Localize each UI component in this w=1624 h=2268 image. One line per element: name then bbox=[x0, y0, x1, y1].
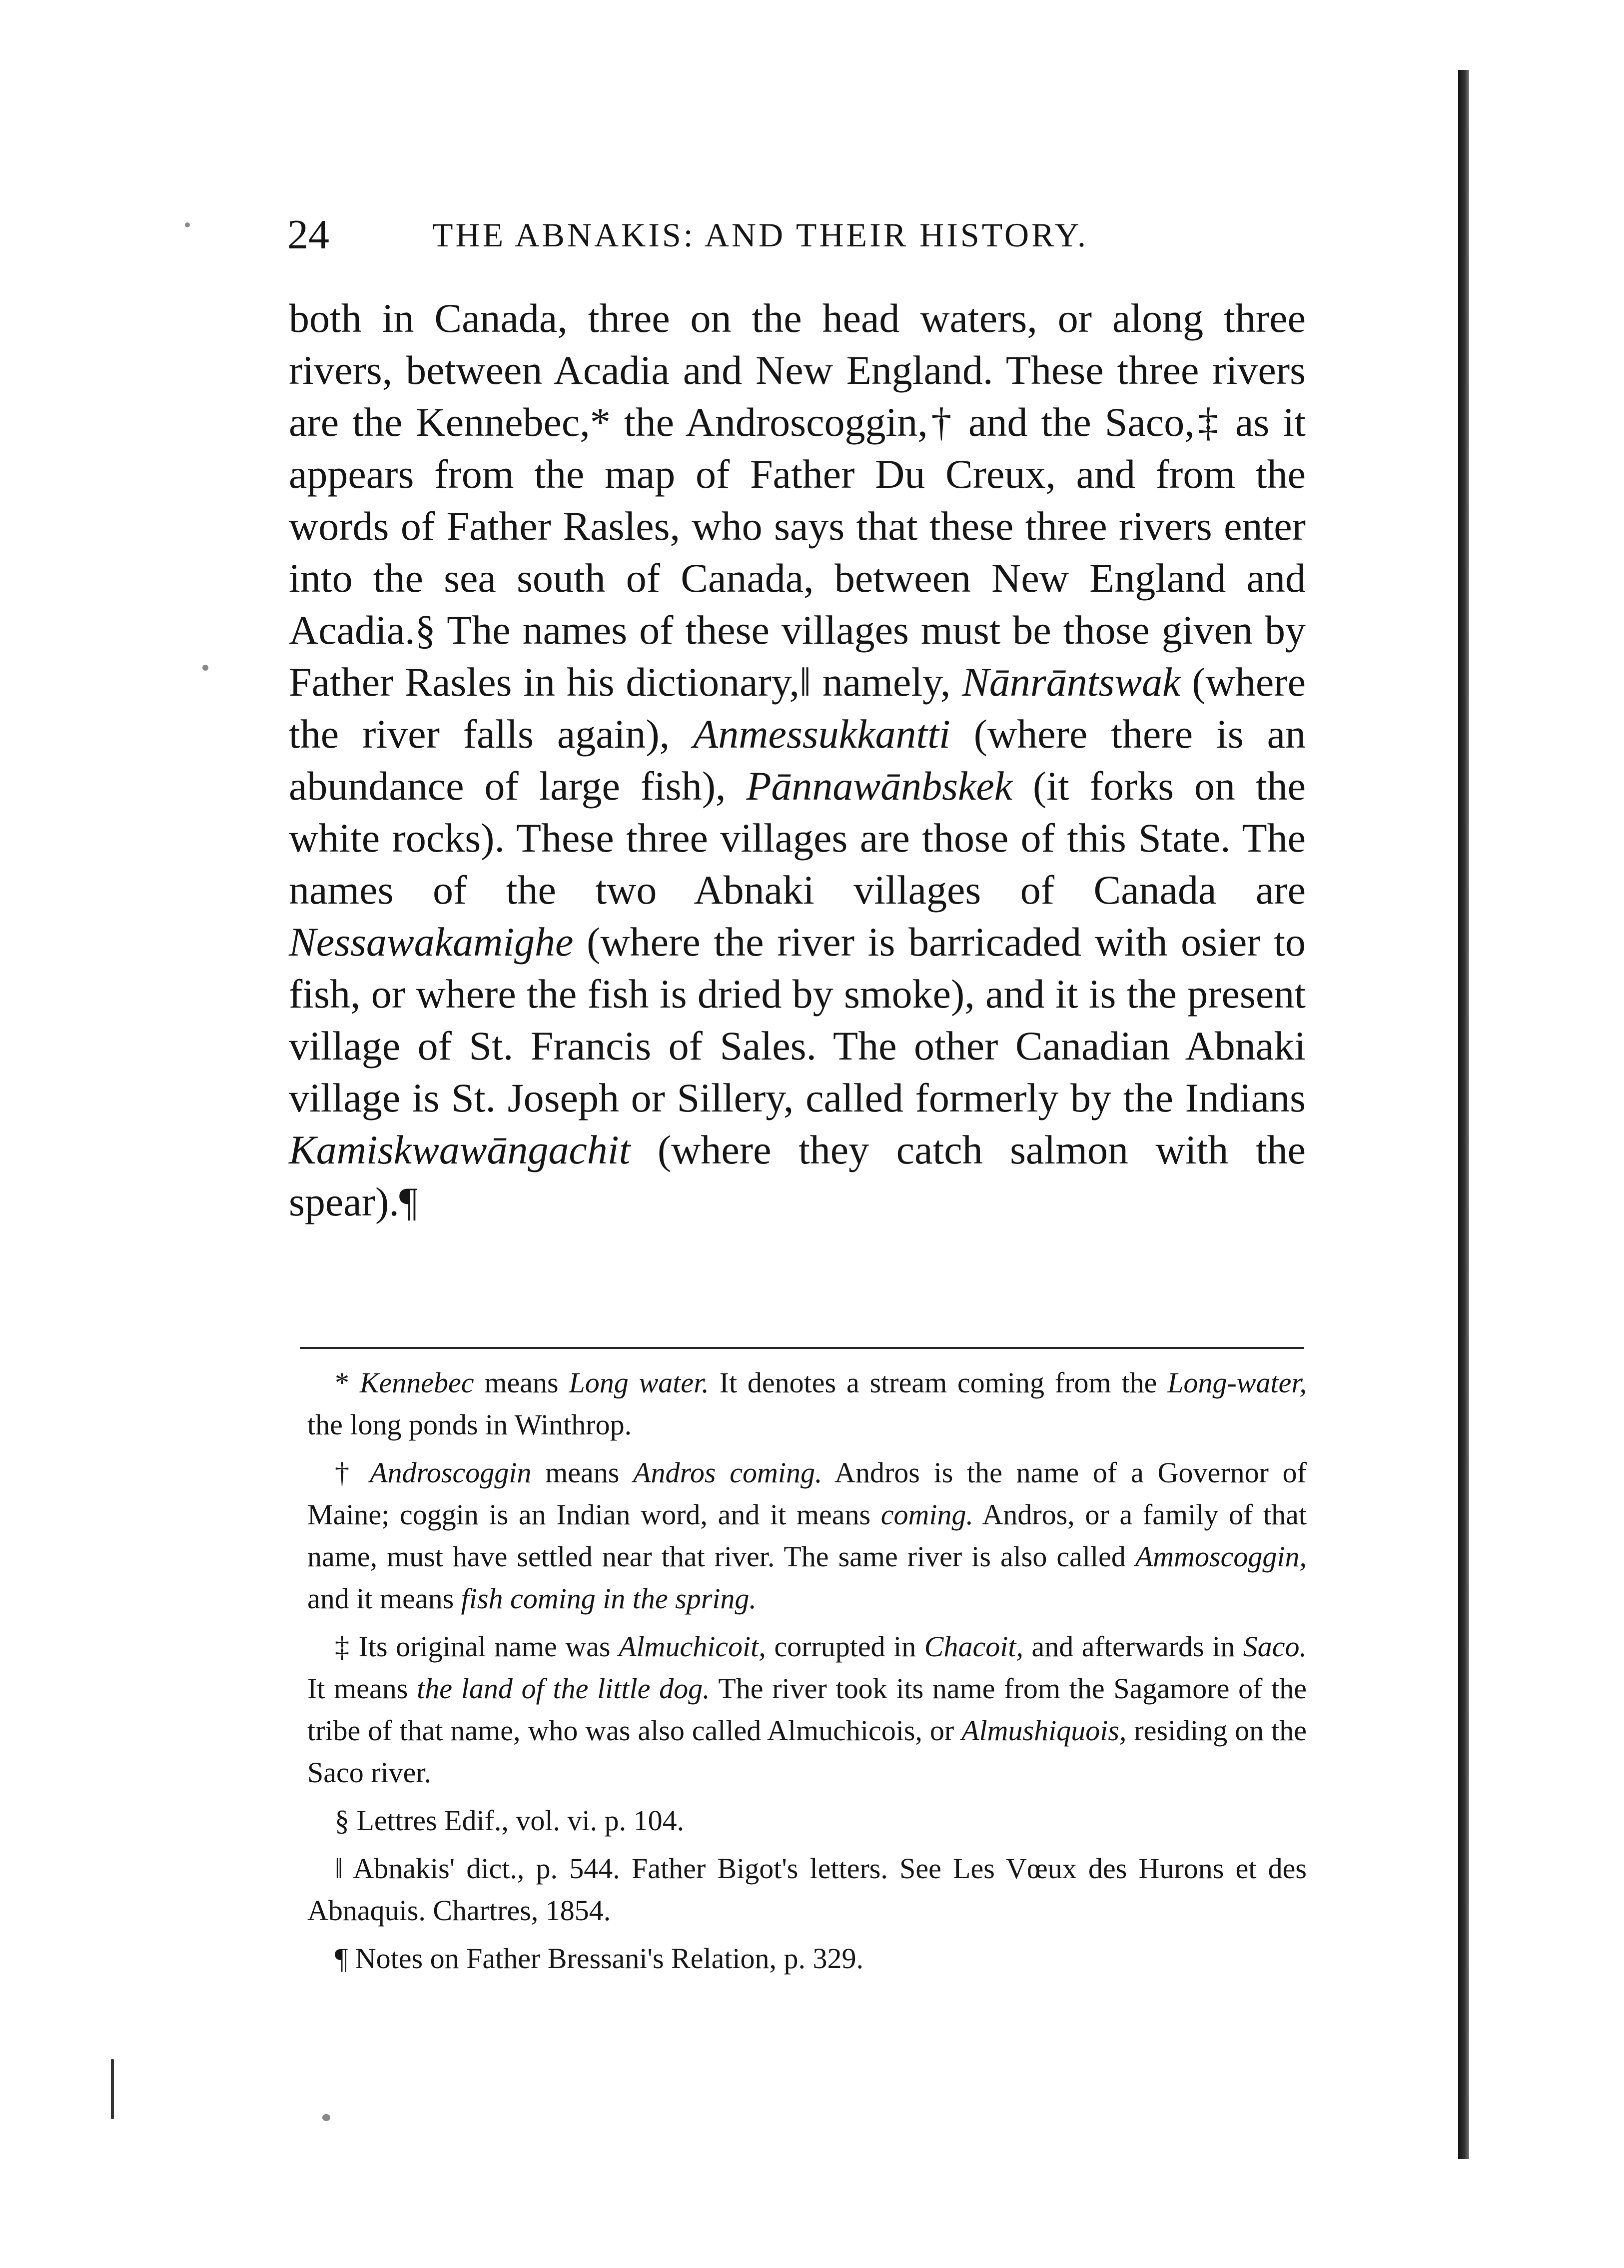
body-paragraph: both in Canada, three on the head waters, or along three rivers, between Acadia and New England. These three rivers are the Kennebec,* the Androscoggin,† and the Saco,‡ as it appears from the map of Father Du Creux, and from the words of Father Rasles, who says that these three rivers enter into the sea south of Canada, between New England and Acadia.§ The names of these villages must be those given by Father Rasles in his dictionary,‖ namely, Nānrāntswak (where the river falls again), Anmessukkantti (where there is an abundance of large fish), Pānnawānbskek (it forks on the white rocks). These three villages are those of this State. The names of the two Abnaki villages of Canada are Nessawakamighe (where the river is barricaded with osier to fish, or where the fish is dried by smoke), and it is the present village of St. Francis of Sales. The other Canadian Abnaki village is St. Joseph or Sillery, called formerly by the Indians Kamiskwawāngachit (where they catch salmon with the spear).¶ bbox=[289, 295, 1306, 1224]
scan-speck bbox=[202, 665, 208, 671]
page-number: 24 bbox=[287, 211, 329, 258]
footnote-rule bbox=[300, 1347, 1304, 1349]
footnote-parallel: ‖ Abnakis' dict., p. 544. Father Bigot's letters. See Les Vœux des Hurons et des Abnaquis. Chartres, 1854. bbox=[307, 1852, 1307, 1927]
book-spine-edge bbox=[1458, 70, 1469, 2159]
footnotes bbox=[307, 1362, 1307, 1986]
running-header bbox=[287, 210, 1302, 260]
scan-speck bbox=[322, 2114, 330, 2121]
footnote-double-dagger: ‡ Its original name was Almuchicoit, corrupted in Chacoit, and afterwards in Saco. It means the land of the little dog. The river took its name from the Sagamore of the tribe of that name, who was also called Almuchicois, or Almushiquois, residing on the Saco river. bbox=[307, 1630, 1307, 1789]
footnote-section: § Lettres Edif., vol. vi. p. 104. bbox=[335, 1804, 685, 1837]
footnote-pilcrow: ¶ Notes on Father Bressani's Relation, p. 329. bbox=[335, 1942, 864, 1975]
running-title: THE ABNAKIS: AND THEIR HISTORY. bbox=[432, 216, 1089, 254]
scan-speck bbox=[111, 2059, 114, 2119]
footnote-dagger: † Androscoggin means Andros coming. Andros is the name of a Governor of Maine; coggin is an Indian word, and it means coming. Andros, or a family of that name, must have settled near that river. The same river is also called Ammoscoggin, and it means fish coming in the spring. bbox=[307, 1456, 1307, 1615]
body-text bbox=[289, 292, 1306, 1228]
footnote-asterisk: * Kennebec means Long water. It denotes a stream coming from the Long-water, the long ponds in Winthrop. bbox=[307, 1366, 1307, 1441]
scan-speck bbox=[185, 222, 190, 227]
